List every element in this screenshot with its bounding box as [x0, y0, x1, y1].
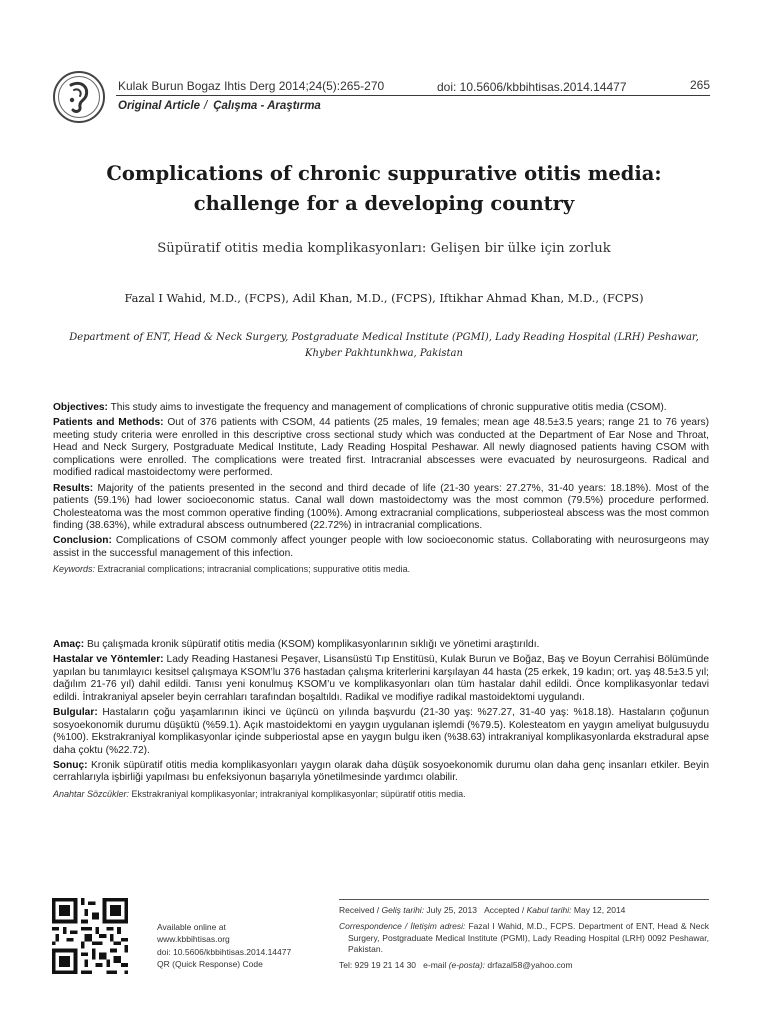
abstract-methods [53, 417, 709, 480]
correspondence-label: Correspondence / İletişim adresi: [339, 920, 466, 931]
email-link[interactable]: drfazal58@yahoo.com [485, 960, 573, 971]
article-title [60, 159, 708, 219]
availability-info [157, 921, 291, 971]
page-number: 265 [690, 78, 711, 92]
article-type [118, 100, 321, 112]
doi-link[interactable]: doi: 10.5606/kbbihtisas.2014.14477 [437, 80, 627, 94]
correspondence-text: Fazal I Wahid, M.D., FCPS. Department of ENT, Head & Neck Surgery, Postgraduate Medical Institute (PGMI), Lady Reading Hospital (LRH) 0092 Peshawar, Pakistan. [348, 920, 709, 955]
journal-website-link[interactable]: www.kbbihtisas.org [157, 934, 230, 945]
amac-text: Bu çalışmada kronik süpüratif otitis media (KSOM) komplikasyonlarının sıklığı ve yönetimi araştırıldı. [84, 639, 540, 650]
received-label-tr: Geliş tarihi: [381, 905, 425, 915]
results-label: Results: [53, 482, 94, 494]
title-line-2: challenge for a developing country [193, 192, 575, 215]
received-label: Received / [339, 905, 380, 915]
objectives-text: This study aims to investigate the frequency and management of complications of chronic suppurative otitis media (CSOM). [107, 402, 667, 413]
bulgular-text: Hastaların çoğu yaşamlarının ikinci ve üçüncü on yılında başvurdu (21-30 yaş: %27.27, 31-40 yaş: %18.18). Hastaların çoğunun sosyoekonomik durumu düşüktü (%59.1). Açık mastoidektomi en yaygın uygulanan işlemdi (%79.5). Kolesteatom en yaygın ameliyat bulgusuydu (%100). Ekstrakraniyal komplikasyonlar içinde subperiostal apse en yaygın bulgu iken (%38.63) intrakraniyal komplikasyonlarda ekstradural apse daha çoktu (%22.72). [53, 706, 709, 756]
accepted-label-tr: Kabul tarihi: [526, 905, 572, 915]
bulgular-label: Bulgular: [53, 706, 98, 718]
correspondence-info [339, 905, 709, 976]
sonuc-text: Kronik süpüratif otitis media komplikasyonları yaygın olarak daha düşük sosyoekonomik durumu olan daha genç insanları etkiler. Beyin cerrahlarıyla işbirliği yapılması bu enfeksiyonun başarıyla yönetilmesinde yardımcı olabilir. [53, 759, 709, 784]
email-label: e-mail [423, 960, 447, 971]
article-type-tr: Çalışma - Araştırma [213, 100, 321, 112]
methods-text: Out of 376 patients with CSOM, 44 patients (25 males, 19 females; mean age 48.5±3.5 years; range 21 to 76 years) meeting study criteria were enrolled in this descriptive cross sectional study which was conducted at the Department of Ear Nose and Throat, Head and Neck Surgery, Postgraduate Medical Institute, Lady Reading Hospital Peshawar. All newly diagnosed patients having CSOM with complications were enrolled. The complications were treated first. Intracranial abscesses were evacuated by neurosurgeons. Radical and modified radical mastoidectomy were performed. [53, 417, 709, 479]
anahtar-text: Ekstrakraniyal komplikasyonlar; intrakraniyal komplikasyonlar; süpüratif otitis media. [129, 788, 466, 799]
header-divider [116, 95, 710, 96]
abstract-keywords [53, 563, 709, 576]
footer-doi[interactable]: doi: 10.5606/kbbihtisas.2014.14477 [157, 946, 292, 957]
title-line-1: Complications of chronic suppurative otitis media: [106, 162, 662, 185]
anahtar-label: Anahtar Sözcükler: [53, 788, 130, 799]
yontem-text: Lady Reading Hastanesi Peşaver, Lisansüstü Tıp Enstitüsü, Kulak Burun ve Boğaz, Baş ve Boyun Cerrahisi Bölümünde yapılan bu tanımlayıcı kesitsel çalışmaya KSOM’lu 376 hastadan çalışma kriterlerini karşılayan 44 hasta (25 erkek, 19 kadın; ort. yaş 48.5±3.5 yıl; dağılım 21-76 yıl) dahil edildi. Tanısı yeni konulmuş KSOM’u ve komplikasyonları olan tüm hastalar dahil edildi. Önce komplikasyonlar tedavi edildi. İntrakraniyal apseler beyin cerrahları tarafından boşaltıldı. Radikal ve modifiye radikal mastoidektomi uygulandı. [53, 654, 709, 703]
affiliation-line-1: Department of ENT, Head & Neck Surgery, Postgraduate Medical Institute (PGMI), Lady Reading Hospital (LRH) Peshawar, [69, 332, 699, 343]
email-label-tr: (e-posta): [448, 960, 486, 971]
abstract-yontem [53, 654, 709, 704]
amac-label: Amaç: [53, 639, 85, 650]
dates-line [339, 905, 709, 917]
abstract-results [53, 483, 709, 533]
article-type-separator: / [204, 100, 208, 112]
conclusion-text: Complications of CSOM commonly affect younger people with low socioeconomic status. Collaborating with neurosurgeons may assist in the successful management of this infection. [53, 535, 709, 560]
footer-divider [339, 899, 709, 900]
abstract-anahtar [53, 788, 709, 801]
article-subtitle-tr: Süpüratif otitis media komplikasyonları: Gelişen bir ülke için zorluk [157, 241, 611, 256]
abstract-english [53, 402, 709, 578]
abstract-bulgular [53, 707, 709, 757]
results-text: Majority of the patients presented in the second and third decade of life (21-30 years: 27.27%, 31-40 years: 18.18%). Most of the patients (59.1%) had lower socioeconomic status. Canal wall down mastoidectomy was the most common (79.5%) procedure performed. Cholesteatoma was the most common operative finding (100%). Among extracranial complications, subperiosteal abscess was the most common finding (38.63%), while extradural abscess outnumbered (22.72%) in intracranial complications. [53, 482, 709, 532]
conclusion-label: Conclusion: [53, 535, 112, 547]
available-online-label: Available online at [157, 922, 226, 932]
abstract-amac [53, 639, 709, 652]
keywords-label: Keywords: [53, 564, 96, 575]
qr-code-caption: QR (Quick Response) Code [157, 959, 263, 970]
telephone: Tel: 929 19 21 14 30 [339, 960, 417, 971]
abstract-sonuc [53, 760, 709, 785]
objectives-label: Objectives: [53, 402, 108, 413]
journal-citation: Kulak Burun Bogaz Ihtis Derg 2014;24(5):265-270 [118, 79, 385, 93]
affiliation [60, 330, 708, 362]
received-date: July 25, 2013 [424, 905, 477, 915]
contact-line [339, 960, 709, 972]
accepted-label: Accepted / [484, 905, 525, 915]
keywords-text: Extracranial complications; intracranial complications; suppurative otitis media. [95, 564, 411, 575]
abstract-objectives [53, 402, 709, 415]
affiliation-line-2: Khyber Pakhtunkhwa, Pakistan [305, 348, 463, 359]
yontem-label: Hastalar ve Yöntemler: [53, 654, 164, 666]
correspondence-address [339, 921, 709, 956]
author-list: Fazal I Wahid, M.D., (FCPS), Adil Khan, M.D., (FCPS), Iftikhar Ahmad Khan, M.D., (FCPS) [124, 291, 644, 305]
accepted-date: May 12, 2014 [571, 905, 626, 915]
article-type-en: Original Article [118, 100, 201, 112]
methods-label: Patients and Methods: [53, 417, 164, 429]
journal-logo [52, 70, 106, 124]
qr-code-icon[interactable] [52, 898, 128, 974]
sonuc-label: Sonuç: [53, 759, 88, 771]
abstract-turkish [53, 639, 709, 803]
abstract-conclusion [53, 535, 709, 560]
